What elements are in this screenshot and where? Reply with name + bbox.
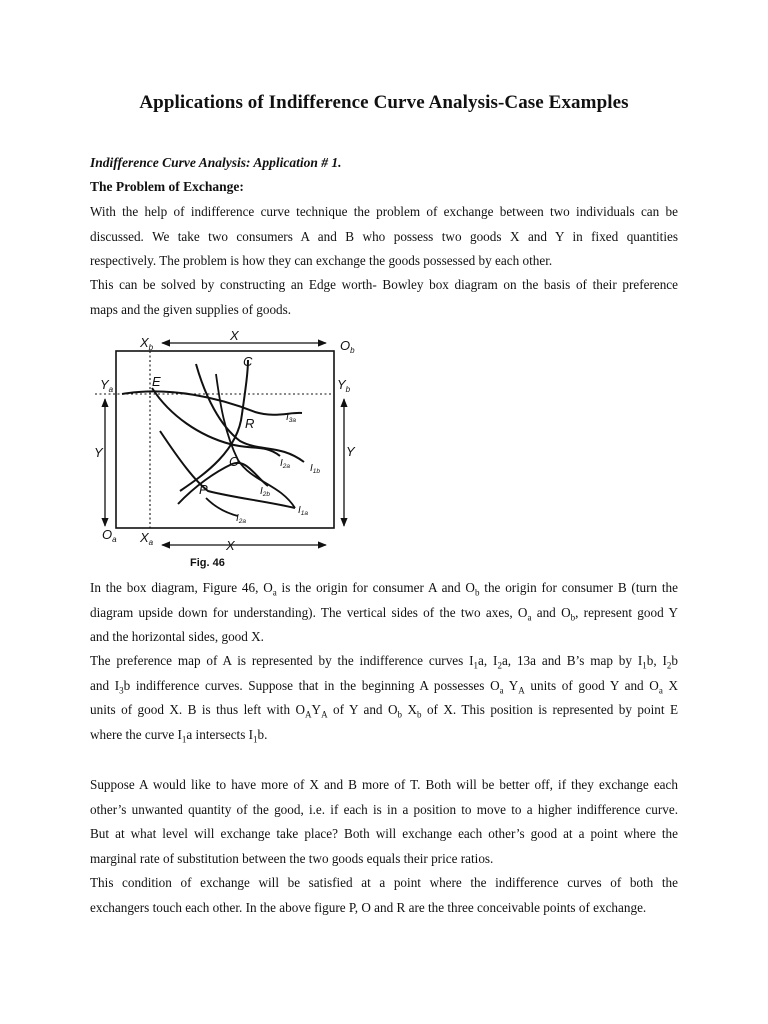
edgeworth-box-diagram [90, 326, 360, 574]
label-i2a-upper: $I_{2a}$ [280, 458, 291, 470]
label-c: C [243, 354, 253, 369]
label-oa: $O_a$ [102, 527, 117, 544]
page-title: Applications of Indifference Curve Analysis-Case Examples [139, 92, 629, 113]
label-i3a: $I_{3a}$ [286, 412, 297, 424]
label-y-left: Y [94, 445, 103, 460]
condition-paragraph [90, 871, 678, 920]
label-x-bottom: X [226, 538, 235, 553]
edgeworth-paragraph [90, 273, 678, 322]
curve-i1b-i1a-path [216, 374, 295, 508]
text-line: But at what level will exchange take place? Both will exchange each other’s good at a point where the [90, 826, 678, 841]
curve-i2a-lower [206, 498, 238, 516]
text-line: other’s unwanted quantity of the good, i.e. if each is in a position to move to a higher indifference curve. [90, 801, 678, 817]
box-frame [116, 351, 334, 528]
intro-paragraph [90, 200, 678, 274]
box-diagram-paragraph [90, 576, 678, 650]
text-line: The preference map of A is represented by the indifference curves $I_1a$, $I_2a$, 13a and B’s map by $I_1b$, $I_2b$ [90, 653, 678, 671]
label-p: P [199, 482, 208, 497]
edgeworth-box-svg [90, 326, 360, 574]
text-line: marginal rate of substitution between the two goods equals their price ratios. [90, 850, 494, 866]
label-r: R [245, 416, 255, 431]
preference-map-paragraph [90, 649, 678, 747]
section-heading: The Problem of Exchange: [90, 179, 244, 194]
label-o: O [229, 454, 240, 469]
label-i1a: $I_{1a}$ [298, 505, 309, 517]
text-line: and the horizontal sides, good X. [90, 629, 264, 644]
label-xa: $X_a$ [140, 530, 154, 547]
figure-caption: Fig. 46 [190, 557, 225, 569]
text-line: exchangers touch each other. In the above figure P, O and R are the three conceivable points of exchange. [90, 899, 647, 915]
label-i1b: $I_{1b}$ [310, 463, 321, 475]
text-line: where the curve $I_1a$ intersects $I_1b$. [90, 726, 268, 745]
text-line: In the box diagram, Figure 46, $O_a$ is the origin for consumer A and $O_b$ the origin for consumer B (turn the [90, 580, 678, 598]
label-ya: $Y_a$ [100, 377, 114, 394]
text-line: diagram upside down for understanding). The vertical sides of the two axes, $O_a$ and $O_b$, represent good Y [90, 604, 678, 623]
label-i2b: $I_{2b}$ [260, 486, 271, 498]
label-xb: $X_b$ [140, 335, 154, 352]
label-x-top: X [230, 328, 239, 343]
text-line: and $I_3b$ indifference curves. Suppose that in the beginning A possesses $O_a$ $Y_A$ units of good Y and $O_a$ X [90, 677, 678, 696]
text-line: discussed. We take two consumers A and B who possess two goods X and Y in fixed quantities [90, 228, 678, 244]
label-ob: $O_b$ [340, 338, 355, 355]
text-line: units of good X. B is thus left with $O_AY_A$ of Y and $O_b$ $X_b$ of X. This position is represented by point E [90, 702, 679, 720]
text-line: respectively. The problem is how they can exchange the goods possessed by each other. [90, 253, 553, 268]
text-line: This can be solved by constructing an Edge worth- Bowley box diagram on the basis of their preference [90, 277, 678, 292]
text-line: maps and the given supplies of goods. [90, 301, 292, 317]
text-line: Suppose A would like to have more of X and B more of T. Both will be better off, if they exchange each [90, 777, 678, 792]
label-i2a-lower: $I_{2a}$ [236, 513, 247, 525]
exchange-paragraph [90, 773, 678, 871]
curve-i3a [122, 391, 302, 414]
text-line: This condition of exchange will be satisfied at a point where the indifference curves of both the [90, 875, 678, 890]
application-subtitle: Indifference Curve Analysis: Application # 1. [90, 155, 342, 170]
label-e: E [152, 374, 161, 389]
text-line: With the help of indifference curve technique the problem of exchange between two individuals can be [90, 204, 678, 219]
label-yb: $Y_b$ [337, 377, 351, 394]
label-y-right: Y [346, 444, 355, 459]
